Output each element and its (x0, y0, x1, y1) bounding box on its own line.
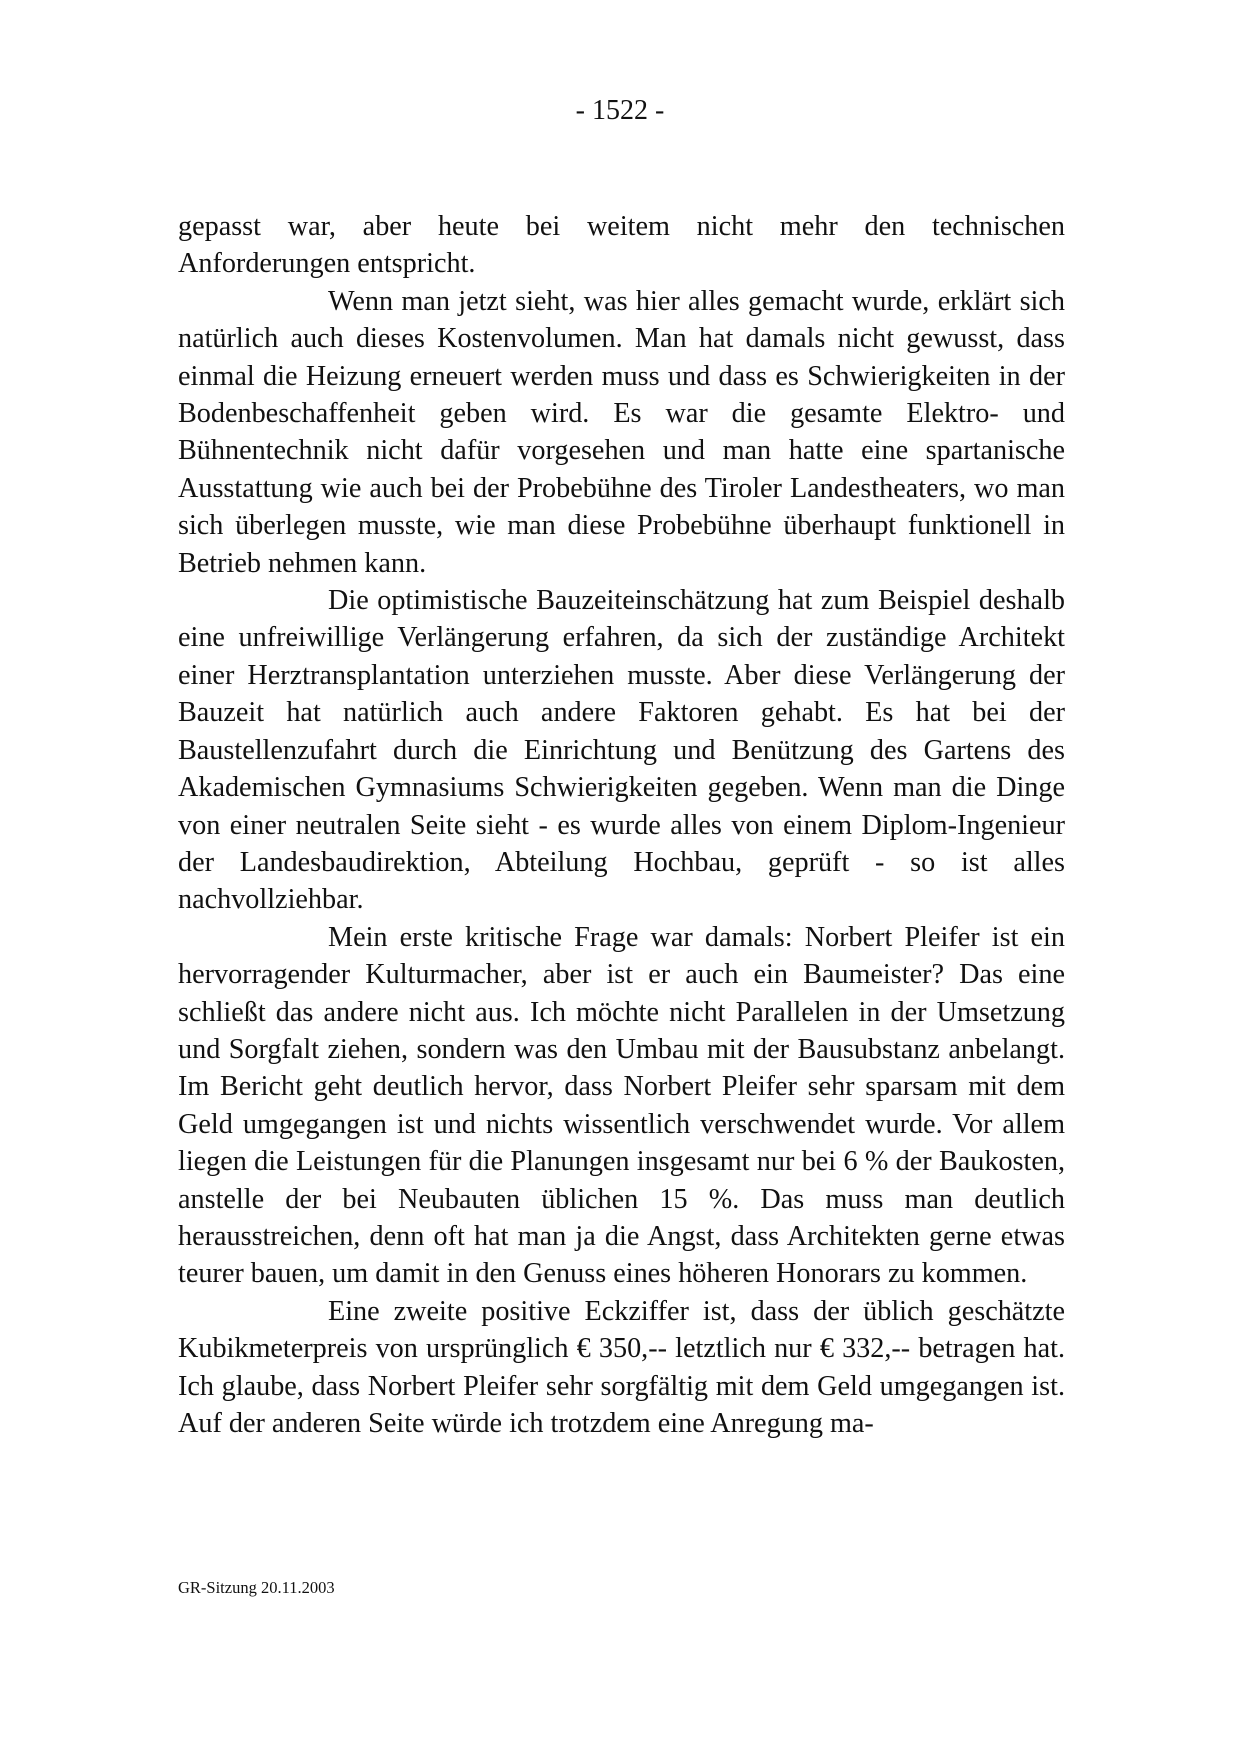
paragraph-continuation: gepasst war, aber heute bei weitem nicht mehr den technischen Anforderungen entspricht. (178, 211, 1065, 280)
paragraph-bauzeit: Die optimistische Bauzeiteinschätzung hat zum Beispiel deshalb eine unfreiwillige Verlängerung erfahren, da sich der zuständige Architekt einer Herztransplantation unterziehen musste. Aber diese Verlängerung der Bauzeit hat natürlich auch andere Faktoren gehabt. Es hat bei der Baustellenzufahrt durch die Einrichtung und Benützung des Gartens des Akademischen Gymnasiums Schwierigkeiten gegeben. Wenn man die Dinge von einer neutralen Seite sieht - es wurde alles von einem Diplom-Ingenieur der Landesbaudirektion, Abteilung Hochbau, geprüft - so ist alles nachvollziehbar. (178, 585, 1065, 916)
page-number: - 1522 - (575, 95, 665, 126)
document-body (178, 208, 1065, 1442)
footer-session-date: GR-Sitzung 20.11.2003 (178, 1578, 335, 1597)
paragraph-kritische-frage: Mein erste kritische Frage war damals: Norbert Pleifer ist ein hervorragender Kulturmacher, aber ist er auch ein Baumeister? Das eine schließt das andere nicht aus. Ich möchte nicht Parallelen in der Umsetzung und Sorgfalt ziehen, sondern was den Umbau mit der Bausubstanz anbelangt. Im Bericht geht deutlich hervor, dass Norbert Pleifer sehr sparsam mit dem Geld umgegangen ist und nichts wissentlich verschwendet wurde. Vor allem liegen die Leistungen für die Planungen insgesamt nur bei 6 % der Baukosten, anstelle der bei Neubauten üblichen 15 %. Das muss man deutlich herausstreichen, denn oft hat man ja die Angst, dass Architekten gerne etwas teurer bauen, um damit in den Genuss eines höheren Honorars zu kommen. (178, 921, 1065, 1290)
paragraph-kostenvolumen: Wenn man jetzt sieht, was hier alles gemacht wurde, erklärt sich natürlich auch dieses Kostenvolumen. Man hat damals nicht gewusst, dass einmal die Heizung erneuert werden muss und dass es Schwierigkeiten in der Bodenbeschaffenheit geben wird. Es war die gesamte Elektro- und Bühnentechnik nicht dafür vorgesehen und man hatte eine spartanische Ausstattung wie auch bei der Probebühne des Tiroler Landestheaters, wo man sich überlegen musste, wie man diese Probebühne überhaupt funktionell in Betrieb nehmen kann. (178, 285, 1065, 579)
paragraph-eckziffer: Eine zweite positive Eckziffer ist, dass der üblich geschätzte Kubikmeterpreis von ursprünglich € 350,-- letztlich nur € 332,-- betragen hat. Ich glaube, dass Norbert Pleifer sehr sorgfältig mit dem Geld umgegangen ist. Auf der anderen Seite würde ich trotzdem eine Anregung ma- (178, 1295, 1065, 1439)
